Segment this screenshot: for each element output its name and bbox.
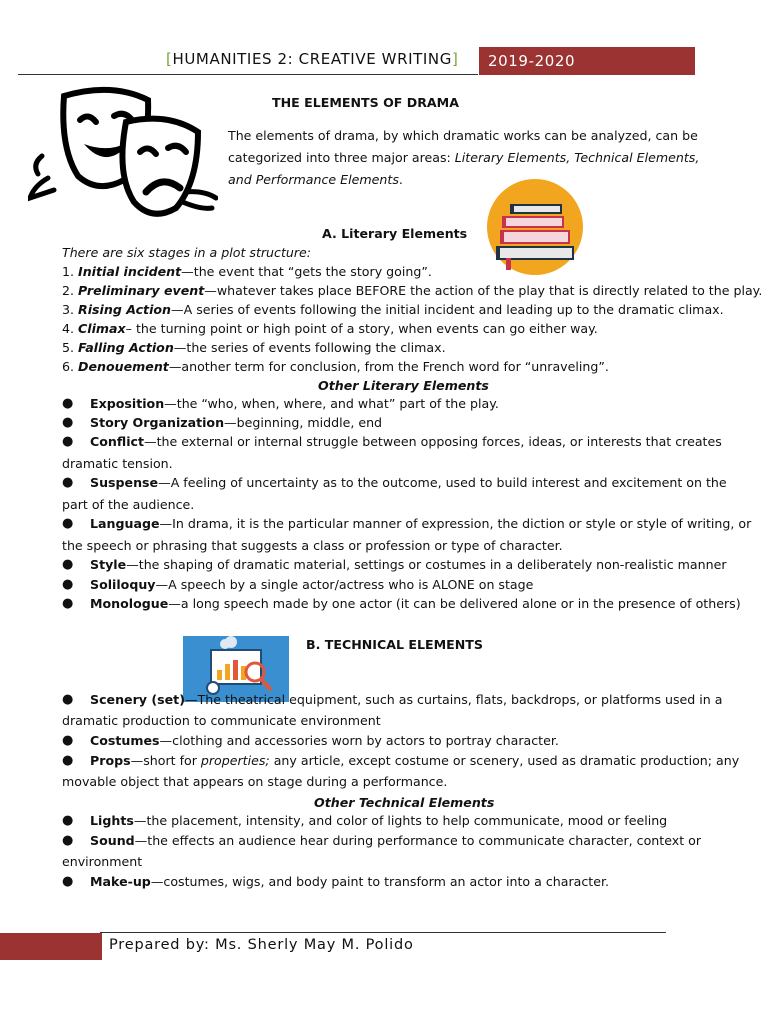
plot-structure-intro: There are six stages in a plot structure:: [62, 245, 312, 260]
intro-paragraph: [228, 125, 708, 191]
list-item: Suspense—A feeling of uncertainty as to the outcome, used to build interest and excitement on the: [90, 475, 727, 490]
bullet-icon: ●: [62, 415, 74, 430]
list-item-continuation: dramatic production to communicate environment: [62, 713, 381, 728]
list-item-continuation: the speech or phrasing that suggests a class or profession or type of character.: [62, 538, 563, 553]
bullet-icon: ●: [62, 813, 74, 828]
bullet-icon: ●: [62, 434, 74, 449]
list-item: Exposition—the “who, when, where, and what” part of the play.: [90, 396, 499, 411]
list-item-continuation: movable object that appears on stage during a performance.: [62, 774, 448, 789]
list-item: Sound—the effects an audience hear during performance to communicate character, context or: [90, 833, 702, 848]
bullet-icon: ●: [62, 557, 74, 572]
list-item-continuation: environment: [62, 854, 143, 869]
other-literary-heading: Other Literary Elements: [318, 378, 489, 393]
technical-heading: B. TECHNICAL ELEMENTS: [306, 637, 483, 652]
intro-end: .: [398, 172, 403, 187]
stacked-books-icon: [486, 178, 584, 276]
intro-text: The elements of drama, by which dramatic works can be analyzed, can be categorized into three major areas:: [228, 128, 698, 165]
bullet-icon: ●: [62, 874, 74, 889]
bullet-icon: ●: [62, 475, 74, 490]
list-item: Soliloquy—A speech by a single actor/actress who is ALONE on stage: [90, 577, 534, 592]
bracket-close: ]: [451, 50, 459, 68]
footer-rule: [100, 932, 666, 933]
list-item: Scenery (set)—The theatrical equipment, such as curtains, flats, backdrops, or platforms used in a: [90, 692, 723, 707]
bullet-icon: ●: [62, 692, 74, 707]
list-item: Monologue—a long speech made by one actor (it can be delivered alone or in the presence of others): [90, 596, 741, 611]
list-item: Costumes—clothing and accessories worn by actors to portray character.: [90, 733, 559, 748]
stage-item: 2. Preliminary event—whatever takes place BEFORE the action of the play that is directly related to the play.: [62, 283, 763, 298]
list-item-continuation: part of the audience.: [62, 497, 195, 512]
list-item: Props—short for properties; any article, except costume or scenery, used as dramatic production; any: [90, 753, 740, 768]
footer-accent-block: [0, 933, 102, 960]
literary-heading: A. Literary Elements: [322, 226, 468, 241]
intro-italic: Literary Elements, Technical Elements, and Performance Elements: [228, 150, 700, 187]
stage-item: 4. Climax– the turning point or high point of a story, when events can go either way.: [62, 321, 598, 336]
list-item: Conflict—the external or internal struggle between opposing forces, ideas, or interests that creates: [90, 434, 722, 449]
bullet-icon: ●: [62, 753, 74, 768]
list-item: Style—the shaping of dramatic material, settings or costumes in a deliberately non-realistic manner: [90, 557, 727, 572]
comedy-tragedy-masks-icon: [28, 82, 218, 218]
page-title: THE ELEMENTS OF DRAMA: [272, 95, 459, 110]
list-item: Lights—the placement, intensity, and color of lights to help communicate, mood or feeling: [90, 813, 668, 828]
stage-item: 5. Falling Action—the series of events following the climax.: [62, 340, 446, 355]
school-year: 2019-2020: [479, 47, 695, 75]
prepared-by: Prepared by: Ms. Sherly May M. Polido: [109, 937, 414, 953]
stage-item: 3. Rising Action—A series of events following the initial incident and leading up to the dramatic climax.: [62, 302, 724, 317]
bullet-icon: ●: [62, 596, 74, 611]
course-title: [166, 50, 458, 68]
bullet-icon: ●: [62, 577, 74, 592]
other-technical-heading: Other Technical Elements: [314, 795, 495, 810]
bullet-icon: ●: [62, 396, 74, 411]
list-item: Language—In drama, it is the particular manner of expression, the diction or style or style of writing, or: [90, 516, 752, 531]
bracket-open: [: [166, 50, 173, 68]
bullet-icon: ●: [62, 733, 74, 748]
stage-item: 6. Denouement—another term for conclusion, from the French word for “unraveling”.: [62, 359, 609, 374]
list-item-continuation: dramatic tension.: [62, 456, 173, 471]
list-item: Story Organization—beginning, middle, end: [90, 415, 383, 430]
bullet-icon: ●: [62, 516, 74, 531]
bullet-icon: ●: [62, 833, 74, 848]
header-rule: [18, 74, 478, 75]
course-name: HUMANITIES 2: CREATIVE WRITING: [172, 50, 452, 68]
list-item: Make-up—costumes, wigs, and body paint to transform an actor into a character.: [90, 874, 610, 889]
stage-item: 1. Initial incident—the event that “gets the story going”.: [62, 264, 432, 279]
